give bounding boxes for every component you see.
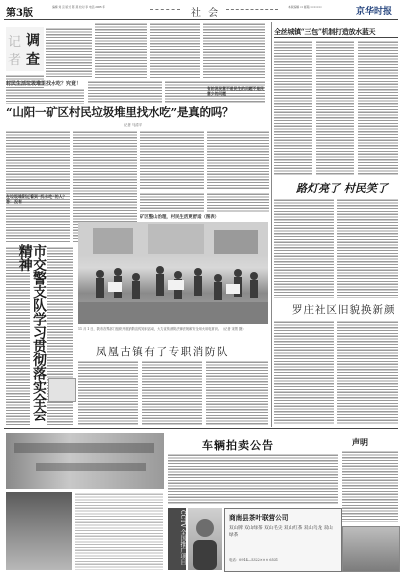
lead-byline: 记者 马清平 <box>124 123 143 127</box>
lead-intro-text-4 <box>203 22 265 78</box>
masthead <box>6 4 398 20</box>
newspaper-name: 京华时报 <box>356 7 393 17</box>
lead-text-b <box>88 80 162 104</box>
lead-body-col-3b <box>140 192 204 212</box>
right-top-headline: 全丝城镇“三包”机制打造放水蓝天 <box>274 27 376 36</box>
page-number: 第3版 <box>6 8 33 19</box>
date-line: 本版编辑 ×× 邮箱 ××××××× <box>288 5 322 9</box>
fire-story-headline: 凤凰古镇有了专职消防队 <box>96 346 230 358</box>
right-middle-text-2 <box>337 198 398 298</box>
right-top-text-2 <box>316 40 354 176</box>
lead-kicker: 村民生活垃圾堆里找水吃？究竟！ <box>6 81 82 87</box>
section-dash-right <box>226 9 278 11</box>
edition-line: 编辑 刘 克 版式 陈 燕 校对 李 电话 2005 年 <box>52 5 106 9</box>
ad-left-banner <box>6 433 164 489</box>
fire-story-text-1 <box>78 360 138 426</box>
lead-subhead-3: 有的说民意不是民生的问题不是民意少的问题 <box>207 86 264 96</box>
auction-text <box>168 453 338 505</box>
tea-ad-title: 商南县茶叶联营公司 <box>229 514 289 522</box>
lead-intro-text-1 <box>46 27 92 77</box>
section-dash-left <box>150 9 180 11</box>
ad-left-stripe-2 <box>36 463 146 471</box>
notice-text <box>342 450 398 522</box>
masthead-rule <box>4 19 398 20</box>
right-top-text-3 <box>358 40 398 176</box>
lead-intro-text-2 <box>95 22 147 78</box>
right-middle-headline: 路灯亮了 村民笑了 <box>296 182 388 195</box>
fire-story-text-2 <box>142 360 202 426</box>
right-lower-text-2 <box>337 320 398 424</box>
right-top-rule <box>274 37 398 38</box>
lead-body-col-4 <box>207 130 269 190</box>
survey-char-2: 调 <box>26 33 40 49</box>
small-ad-box <box>48 378 76 402</box>
ads-top-rule <box>4 428 398 429</box>
left-column-title: 市交警支队学习贯彻落实全会精神 <box>16 244 47 421</box>
lead-body-col-1 <box>6 130 70 242</box>
photo-caption: 11 月 1 日，我市各界部门组织开展消防宣传知识活动，大力宣传消防法律法规和安全用火用电常识。（记者 宋景 摄） <box>78 327 246 331</box>
lead-text-a <box>6 88 84 104</box>
right-middle-text-1 <box>274 198 334 298</box>
survey-char-3: 者 <box>8 53 22 68</box>
person-portrait-icon <box>188 508 222 570</box>
ad-right-bottom <box>342 526 400 572</box>
right-column-divider <box>271 22 272 427</box>
right-top-text-1 <box>274 40 312 176</box>
crowd-illustration <box>78 222 268 324</box>
lead-headline: “山阳一矿区村民垃圾堆里找水吃”是真的吗？ <box>6 105 234 119</box>
cctv-label: CCTV 全国推广项目 <box>179 510 186 566</box>
fire-story-text-3 <box>206 360 268 426</box>
left-col-text-1 <box>6 246 30 426</box>
lead-body-col-4b <box>207 192 269 212</box>
news-photo <box>78 222 268 324</box>
lead-subhead-1: 在垃圾堆附近看到“找水吃”的人？答：没有 <box>6 194 67 204</box>
ad-left-stripe <box>14 443 154 453</box>
cctv-portrait <box>188 508 222 570</box>
lead-subhead-2: 矿区整山治理，村民生活更舒适（图表） <box>140 215 220 220</box>
reporter-survey-box <box>6 27 44 71</box>
ad-left-lower <box>6 492 72 570</box>
tea-ad-slogan: 双山牌 双山绿茶 双山毛尖 双山红茶 双山乌龙 双山绿茶 <box>229 526 333 538</box>
right-lower-headline: 罗庄社区旧貌换新颜 <box>292 304 396 316</box>
ad-left-lower-text <box>75 492 163 570</box>
survey-char-1: 记 <box>8 35 22 50</box>
notice-title: 声明 <box>352 437 368 447</box>
right-lower-text-1 <box>274 320 334 424</box>
lead-body-col-3 <box>140 130 204 190</box>
section-title: 社 会 <box>191 8 221 19</box>
tea-ad-phone: 电话：0914—5322××× 6531 <box>229 558 279 562</box>
auction-title: 车辆拍卖公告 <box>202 439 274 452</box>
tea-ad-box <box>224 508 342 572</box>
survey-char-4: 查 <box>26 52 40 68</box>
lead-intro-text-3 <box>150 22 200 78</box>
